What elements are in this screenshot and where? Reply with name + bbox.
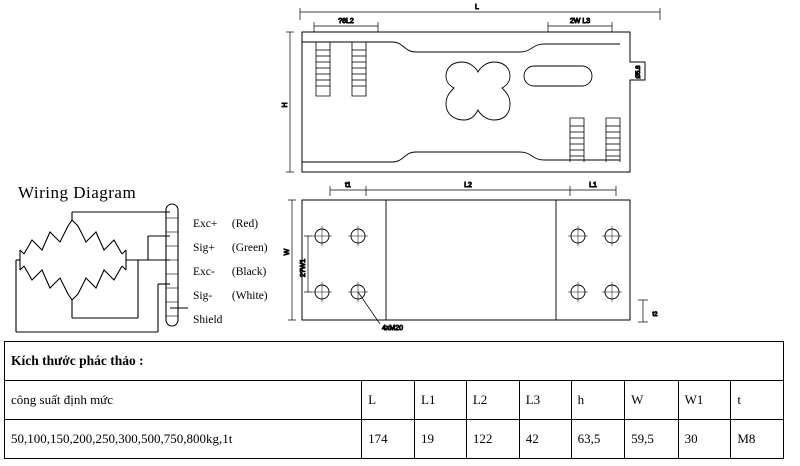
wire-name-exc-plus: Exc+ [193,218,218,230]
cell-h: 63,5 [571,420,625,459]
cell-l: 174 [362,420,415,459]
table-title: Kích thước phác thảo : [5,342,784,381]
wire-color-sig-minus: (White) [231,290,268,302]
cell-w: 59,5 [625,420,679,459]
label-thickness: Ø5.8 [636,65,642,79]
label-height: H [282,102,289,108]
side-view-inner-profile [302,42,620,52]
table-header-row [5,381,784,420]
table-header-w1: W1 [678,381,731,420]
plan-t2-dimension [638,300,648,322]
cell-capacity: 50,100,150,200,250,300,500,750,800kg,1t [5,420,362,459]
left-threaded-holes [316,42,366,96]
label-plan-inner-width: 2?W1 [300,258,307,278]
table-header-t: t [731,381,784,420]
resistor-arm-top-left [24,226,68,254]
table-header-l2: L2 [466,381,519,420]
table-header-w: W [625,381,679,420]
label-plan-width: W [284,248,291,256]
table-header-l3: L3 [519,381,571,420]
wire-color-sig-plus: (Green) [231,242,268,254]
label-right-dimension: 2W L3 [569,18,591,25]
side-view-outline [302,32,645,172]
cell-l1: 19 [415,420,467,459]
resistor-arm-bottom-left [24,266,68,294]
table-header-h: h [571,381,625,420]
label-plan-l2: L2 [464,182,472,189]
cell-t: M8 [731,420,784,459]
wire-name-sig-plus: Sig+ [193,242,215,254]
table-header-l1: L1 [415,381,467,420]
resistor-arm-bottom-right [78,266,122,294]
wire-row-sig-minus [193,284,323,308]
label-plan-l1: L1 [589,182,597,189]
cell-l3: 42 [519,420,571,459]
label-left-dimension: ?8L2 [338,18,354,25]
table-title-row [5,342,784,381]
wiring-labels [193,212,323,332]
dimensions-table [4,341,784,459]
oval-hole [524,66,592,86]
label-overall-length: L [475,4,479,11]
table-header-capacity: công suất định mức [5,381,362,420]
wire-name-shield: Shield [193,314,223,326]
wire-row-shield [193,308,323,332]
center-cutout [446,62,510,120]
plan-right-holes [568,226,622,302]
plan-view-outline [302,200,630,320]
wiring-diagram-title: Wiring Diagram [18,183,137,202]
wire-color-exc-minus: (Black) [231,266,267,278]
label-hole-callout: 4xM20 [382,325,404,332]
cell-w1: 30 [678,420,731,459]
right-threaded-holes [570,118,620,162]
label-plan-t2: t2 [652,312,658,318]
resistor-arm-top-right [78,226,122,254]
wire-row-exc-plus [193,212,323,236]
wire-color-exc-plus: (Red) [231,218,259,230]
table-header-l: L [362,381,415,420]
wire-name-exc-minus: Exc- [193,266,215,278]
wire-name-sig-minus: Sig- [193,290,213,302]
cell-l2: 122 [466,420,519,459]
label-plan-t1: t1 [345,182,351,189]
side-view-inner-profile-lower [302,152,620,162]
wire-row-exc-minus [193,260,323,284]
overall-length-dimension [300,8,660,20]
wheatstone-bridge-diagram [12,198,212,343]
height-dimension [286,32,294,172]
wire-row-sig-plus [193,236,323,260]
table-row [5,420,784,459]
hole-callout-leader [358,292,380,324]
